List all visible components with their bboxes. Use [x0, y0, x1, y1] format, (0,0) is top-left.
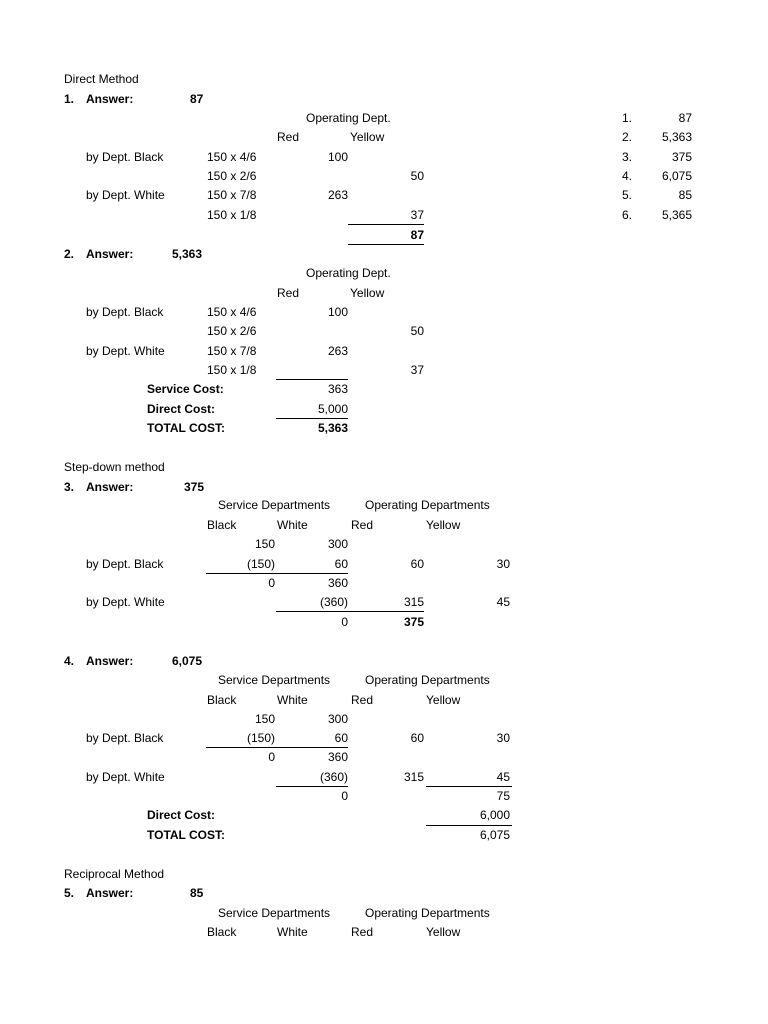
q4-final-yellow: 75 — [496, 789, 510, 803]
q1-row-red: 263 — [327, 188, 348, 202]
q2-col-red: Red — [277, 286, 300, 300]
q3-operating-header: Operating Departments — [365, 498, 490, 512]
q4-white-label: by Dept. White — [86, 770, 165, 784]
q2-direct-cost-label: Direct Cost: — [147, 402, 216, 416]
q2-operating-header: Operating Dept. — [306, 266, 391, 280]
q1-col-red: Red — [277, 130, 300, 144]
q4-black-white: 60 — [334, 731, 348, 745]
q2-row-red: 263 — [327, 344, 348, 358]
q4-answer: 6,075 — [172, 654, 203, 668]
q3-service-header: Service Departments — [218, 498, 331, 512]
q5-col-white: White — [277, 925, 308, 939]
q4-operating-header: Operating Departments — [365, 673, 490, 687]
q2-row-formula: 150 x 7/8 — [207, 344, 257, 358]
q2-row-red: 100 — [327, 305, 348, 319]
underline — [348, 224, 424, 225]
q4-col-black: Black — [207, 693, 237, 707]
q3-black-black: (150) — [246, 557, 275, 571]
q2-total-cost: 5,363 — [317, 421, 348, 435]
summary-value: 85 — [678, 188, 692, 202]
q2-row-yellow: 37 — [410, 363, 424, 377]
q4-sub-white: 360 — [327, 750, 348, 764]
q2-col-yellow: Yellow — [350, 286, 385, 300]
q2-row-formula: 150 x 2/6 — [207, 324, 257, 338]
q2-row-formula: 150 x 1/8 — [207, 363, 257, 377]
q1-operating-header: Operating Dept. — [306, 111, 391, 125]
q3-white-label: by Dept. White — [86, 595, 165, 609]
summary-value: 375 — [671, 150, 692, 164]
q4-col-yellow: Yellow — [426, 693, 461, 707]
q3-col-white: White — [277, 518, 308, 532]
q3-black-yellow: 30 — [496, 557, 510, 571]
q5-col-red: Red — [351, 925, 374, 939]
q1-col-yellow: Yellow — [350, 130, 385, 144]
underline — [276, 379, 348, 380]
underline — [276, 611, 424, 612]
q2-row-yellow: 50 — [410, 324, 424, 338]
q3-col-yellow: Yellow — [426, 518, 461, 532]
q5-answer: 85 — [190, 886, 204, 900]
q4-sub-black: 0 — [268, 750, 275, 764]
underline — [426, 786, 512, 787]
underline — [276, 786, 348, 787]
summary-number: 4. — [622, 169, 633, 183]
q1-answer-label: Answer: — [86, 92, 134, 106]
q2-answer-label: Answer: — [86, 247, 134, 261]
q5-number: 5. — [64, 886, 75, 900]
q4-col-white: White — [277, 693, 308, 707]
q1-row-formula: 150 x 4/6 — [207, 150, 257, 164]
section-heading-step-down: Step-down method — [64, 460, 165, 474]
q4-service-header: Service Departments — [218, 673, 331, 687]
q1-answer: 87 — [190, 92, 204, 106]
q3-initial-black: 150 — [254, 537, 275, 551]
q4-white-white: (360) — [319, 770, 348, 784]
section-heading-direct: Direct Method — [64, 72, 139, 86]
section-heading-reciprocal: Reciprocal Method — [64, 867, 165, 881]
q5-answer-label: Answer: — [86, 886, 134, 900]
q2-answer: 5,363 — [172, 247, 203, 261]
q4-black-black: (150) — [246, 731, 275, 745]
q5-col-yellow: Yellow — [426, 925, 461, 939]
underline — [276, 418, 348, 419]
q4-col-red: Red — [351, 693, 374, 707]
q4-number: 4. — [64, 654, 75, 668]
summary-number: 1. — [622, 111, 633, 125]
q4-final-white: 0 — [341, 789, 348, 803]
q4-total-cost: 6,075 — [479, 828, 510, 842]
summary-number: 5. — [622, 188, 633, 202]
q4-white-yellow: 45 — [496, 770, 510, 784]
q1-row-yellow: 37 — [410, 208, 424, 222]
q4-direct-cost-label: Direct Cost: — [147, 808, 216, 822]
q3-white-white: (360) — [319, 595, 348, 609]
summary-number: 2. — [622, 130, 633, 144]
q1-row-label: by Dept. White — [86, 188, 165, 202]
q1-number: 1. — [64, 92, 75, 106]
summary-number: 6. — [622, 208, 633, 222]
q5-service-header: Service Departments — [218, 906, 331, 920]
q3-initial-white: 300 — [327, 537, 348, 551]
underline — [206, 573, 348, 574]
q3-final-red: 375 — [403, 615, 424, 629]
underline — [426, 825, 512, 826]
q3-answer: 375 — [184, 480, 205, 494]
q1-row-label: by Dept. Black — [86, 150, 164, 164]
q3-sub-black: 0 — [268, 576, 275, 590]
q3-number: 3. — [64, 480, 75, 494]
q2-number: 2. — [64, 247, 75, 261]
q4-initial-white: 300 — [327, 712, 348, 726]
q3-col-red: Red — [351, 518, 374, 532]
q4-direct-cost: 6,000 — [479, 808, 510, 822]
q4-black-label: by Dept. Black — [86, 731, 164, 745]
q2-total-cost-label: TOTAL COST: — [147, 421, 225, 435]
q3-final-white: 0 — [341, 615, 348, 629]
summary-value: 6,075 — [661, 169, 692, 183]
summary-value: 87 — [678, 111, 692, 125]
q1-row-red: 100 — [327, 150, 348, 164]
q2-service-cost-label: Service Cost: — [147, 382, 224, 396]
q3-answer-label: Answer: — [86, 480, 134, 494]
q3-black-red: 60 — [410, 557, 424, 571]
q2-direct-cost: 5,000 — [317, 402, 348, 416]
q5-operating-header: Operating Departments — [365, 906, 490, 920]
q1-row-yellow: 50 — [410, 169, 424, 183]
summary-value: 5,365 — [661, 208, 692, 222]
underline — [206, 747, 348, 748]
q3-white-yellow: 45 — [496, 595, 510, 609]
q2-row-label: by Dept. White — [86, 344, 165, 358]
q4-white-red: 315 — [403, 770, 424, 784]
q3-black-white: 60 — [334, 557, 348, 571]
q1-row-formula: 150 x 7/8 — [207, 188, 257, 202]
underline — [348, 244, 424, 245]
q4-black-red: 60 — [410, 731, 424, 745]
q1-total: 87 — [410, 228, 424, 242]
q3-black-label: by Dept. Black — [86, 557, 164, 571]
q2-service-cost: 363 — [327, 382, 348, 396]
summary-value: 5,363 — [661, 130, 692, 144]
q2-row-formula: 150 x 4/6 — [207, 305, 257, 319]
q3-sub-white: 360 — [327, 576, 348, 590]
q2-row-label: by Dept. Black — [86, 305, 164, 319]
q5-col-black: Black — [207, 925, 237, 939]
q1-row-formula: 150 x 2/6 — [207, 169, 257, 183]
q3-col-black: Black — [207, 518, 237, 532]
q3-white-red: 315 — [403, 595, 424, 609]
q1-row-formula: 150 x 1/8 — [207, 208, 257, 222]
q4-black-yellow: 30 — [496, 731, 510, 745]
q4-initial-black: 150 — [254, 712, 275, 726]
summary-number: 3. — [622, 150, 633, 164]
q4-total-cost-label: TOTAL COST: — [147, 828, 225, 842]
q4-answer-label: Answer: — [86, 654, 134, 668]
